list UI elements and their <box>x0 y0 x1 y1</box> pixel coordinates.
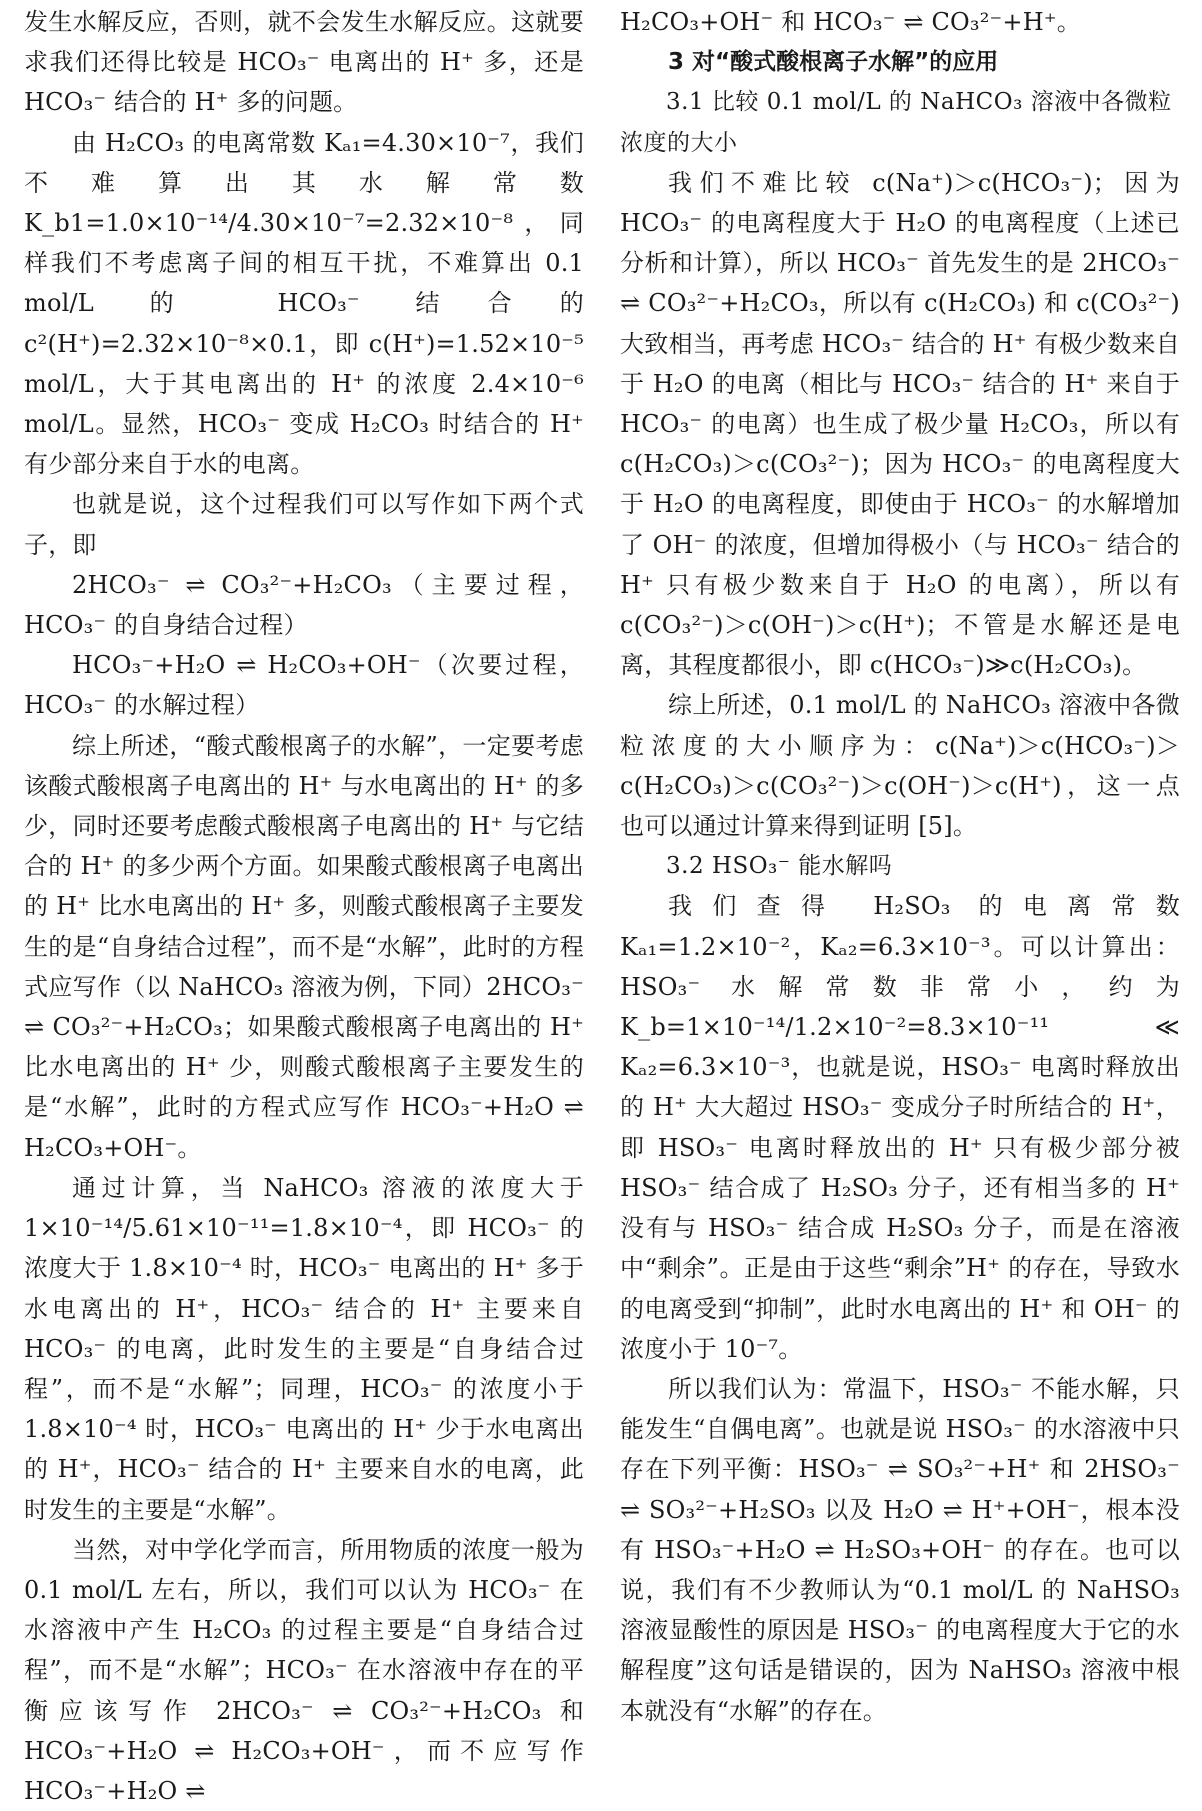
right-column <box>620 2 1180 1725</box>
paragraph-left-6: 综上所述，“酸式酸根离子的水解”，一定要考虑该酸式酸根离子电离出的 H⁺ 与水电离出的 H⁺ 的多少，同时还要考虑酸式酸根离子电离出的 H⁺ 与它结合的 H⁺ 的多少两个方面。如果酸式酸根离子电离出的 H⁺ 比水电离出的 H⁺ 多，则酸式酸根离子主要发生的是“自身结合过程”，而不是“水解”，此时的方程式应写作（以 NaHCO₃ 溶液为例，下同）2HCO₃⁻ ⇌ CO₃²⁻+H₂CO₃；如果酸式酸根离子电离出的 H⁺ 比水电离出的 H⁺ 少，则酸式酸根离子主要发生的是“水解”，此时的方程式应写作 HCO₃⁻+H₂O ⇌ H₂CO₃+OH⁻。 <box>24 731 584 1162</box>
paragraph-right-5: 综上所述，0.1 mol/L 的 NaHCO₃ 溶液中各微粒浓度的大小顺序为：c(Na⁺)＞c(HCO₃⁻)＞c(H₂CO₃)＞c(CO₃²⁻)＞c(OH⁻)＞c(H⁺)，这一点也可以通过计算来得到证明 [5]。 <box>620 691 1180 841</box>
paragraph-right-1: H₂CO₃+OH⁻ 和 HCO₃⁻ ⇌ CO₃²⁻+H⁺。 <box>620 8 1081 36</box>
left-column <box>24 2 584 1805</box>
paragraph-left-8: 当然，对中学化学而言，所用物质的浓度一般为 0.1 mol/L 左右，所以，我们可以认为 HCO₃⁻ 在水溶液中产生 H₂CO₃ 的过程主要是“自身结合过程”，而不是“水解”；HCO₃⁻ 在水溶液中存在的平衡应该写作 2HCO₃⁻ ⇌ CO₃²⁻+H₂CO₃ 和 HCO₃⁻+H₂O ⇌ H₂CO₃+OH⁻，而不应写作 HCO₃⁻+H₂O ⇌ <box>24 1535 584 1805</box>
paragraph-left-7: 通过计算，当 NaHCO₃ 溶液的浓度大于 1×10⁻¹⁴/5.61×10⁻¹¹=1.8×10⁻⁴，即 HCO₃⁻ 的浓度大于 1.8×10⁻⁴ 时，HCO₃⁻ 电离出的 H⁺ 多于水电离出的 H⁺，HCO₃⁻ 结合的 H⁺ 主要来自 HCO₃⁻ 的电离，此时发生的主要是“自身结合过程”，而不是“水解”；同理，HCO₃⁻ 的浓度小于 1.8×10⁻⁴ 时，HCO₃⁻ 电离出的 H⁺ 少于水电离出的 H⁺，HCO₃⁻ 结合的 H⁺ 主要来自水的电离，此时发生的主要是“水解”。 <box>24 1173 584 1524</box>
paragraph-left-2: 由 H₂CO₃ 的电离常数 Kₐ₁=4.30×10⁻⁷，我们不难算出其水解常数 K_b1=1.0×10⁻¹⁴/4.30×10⁻⁷=2.32×10⁻⁸，同样我们不考虑离子间的相互干扰，不难算出 0.1 mol/L 的 HCO₃⁻ 结合的 c²(H⁺)=2.32×10⁻⁸×0.1，即 c(H⁺)=1.52×10⁻⁵ mol/L，大于其电离出的 H⁺ 的浓度 2.4×10⁻⁶ mol/L。显然，HCO₃⁻ 变成 H₂CO₃ 时结合的 H⁺ 有少部分来自于水的电离。 <box>24 128 584 479</box>
equation-main-process: 2HCO₃⁻ ⇌ CO₃²⁻+H₂CO₃（主要过程，HCO₃⁻ 的自身结合过程） <box>24 570 584 640</box>
subsection-heading-3-2: 3.2 HSO₃⁻ 能水解吗 <box>666 853 893 880</box>
section-heading-3: 3 对“酸式酸根离子水解”的应用 <box>668 49 999 76</box>
paragraph-left-1: 发生水解反应，否则，就不会发生水解反应。这就要求我们还得比较是 HCO₃⁻ 电离出的 H⁺ 多，还是 HCO₃⁻ 结合的 H⁺ 多的问题。 <box>24 8 584 117</box>
paragraph-left-3: 也就是说，这个过程我们可以写作如下两个式子，即 <box>24 490 584 559</box>
equation-secondary-process: HCO₃⁻+H₂O ⇌ H₂CO₃+OH⁻（次要过程，HCO₃⁻ 的水解过程） <box>24 651 584 720</box>
paragraph-right-8: 所以我们认为：常温下，HSO₃⁻ 不能水解，只能发生“自偶电离”。也就是说 HSO₃⁻ 的水溶液中只存在下列平衡：HSO₃⁻ ⇌ SO₃²⁻+H⁺ 和 2HSO₃⁻ ⇌ SO₃²⁻+H₂SO₃ 以及 H₂O ⇌ H⁺+OH⁻，根本没有 HSO₃⁻+H₂O ⇌ H₂SO₃+OH⁻ 的存在。也可以说，我们有不少教师认为“0.1 mol/L 的 NaHSO₃ 溶液显酸性的原因是 HSO₃⁻ 的电离程度大于它的水解程度”这句话是错误的，因为 NaHSO₃ 溶液中根本就没有“水解”的存在。 <box>620 1374 1180 1725</box>
paragraph-right-4: 我们不难比较 c(Na⁺)＞c(HCO₃⁻)；因为 HCO₃⁻ 的电离程度大于 H₂O 的电离程度（上述已分析和计算），所以 HCO₃⁻ 首先发生的是 2HCO₃⁻ ⇌ CO₃²⁻+H₂CO₃，所以有 c(H₂CO₃) 和 c(CO₃²⁻) 大致相当，再考虑 HCO₃⁻ 结合的 H⁺ 有极少数来自于 H₂O 的电离（相比与 HCO₃⁻ 结合的 H⁺ 来自于 HCO₃⁻ 的电离）也生成了极少量 H₂CO₃，所以有 c(H₂CO₃)＞c(CO₃²⁻)；因为 HCO₃⁻ 的电离程度大于 H₂O 的电离程度，即使由于 HCO₃⁻ 的水解增加了 OH⁻ 的浓度，但增加得极小（与 HCO₃⁻ 结合的 H⁺ 只有极少数来自于 H₂O 的电离），所以有 c(CO₃²⁻)＞c(OH⁻)＞c(H⁺)；不管是水解还是电离，其程度都很小，即 c(HCO₃⁻)≫c(H₂CO₃)。 <box>620 168 1180 680</box>
subsection-heading-3-1: 3.1 比较 0.1 mol/L 的 NaHCO₃ 溶液中各微粒浓度的大小 <box>620 89 1172 156</box>
paragraph-right-7: 我们查得 H₂SO₃ 的电离常数 Kₐ₁=1.2×10⁻²，Kₐ₂=6.3×10⁻³。可以计算出：HSO₃⁻ 水解常数非常小，约为 K_b=1×10⁻¹⁴/1.2×10⁻²=8.3×10⁻¹¹ ≪ Kₐ₂=6.3×10⁻³，也就是说，HSO₃⁻ 电离时释放出的 H⁺ 大大超过 HSO₃⁻ 变成分子时所结合的 H⁺，即 HSO₃⁻ 电离时释放出的 H⁺ 只有极少部分被 HSO₃⁻ 结合成了 H₂SO₃ 分子，还有相当多的 H⁺ 没有与 HSO₃⁻ 结合成 H₂SO₃ 分子，而是在溶液中“剩余”。正是由于这些“剩余”H⁺ 的存在，导致水的电离受到“抑制”，此时水电离出的 H⁺ 和 OH⁻ 的浓度小于 10⁻⁷。 <box>620 892 1180 1363</box>
